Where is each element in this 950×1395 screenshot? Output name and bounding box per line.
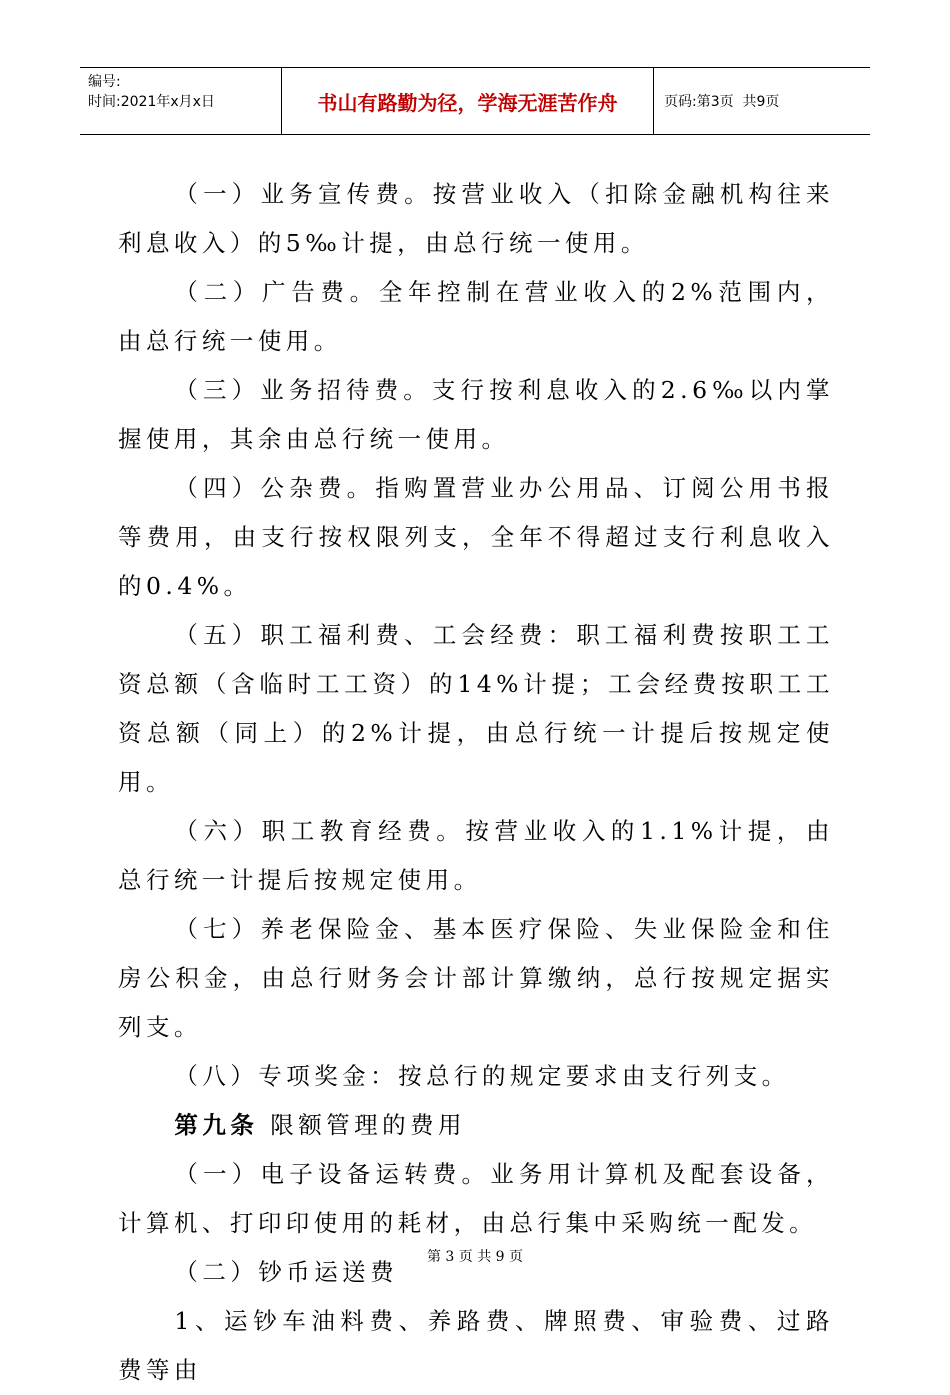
article-title: 限额管理的费用 — [258, 1111, 466, 1139]
paragraph-item-11: 1、运钞车油料费、养路费、牌照费、审验费、过路费等由 — [118, 1307, 834, 1384]
paragraph-item-7: （七）养老保险金、基本医疗保险、失业保险金和住房公积金，由总行财务会计部计算缴纳，总行按规定据实列支。 — [118, 915, 834, 1041]
paragraph-item-1: （一）业务宣传费。按营业收入（扣除金融机构往来利息收入）的5‰计提，由总行统一使用。 — [118, 180, 834, 257]
document-time-label: 时间:2021年x月x日 — [88, 94, 215, 110]
article-heading — [118, 1101, 834, 1150]
article-number: 第九条 — [174, 1111, 259, 1139]
page-footer: 第 3 页 共 9 页 — [426, 1249, 524, 1265]
document-number-label: 编号: — [88, 74, 121, 90]
paragraph-item-8: （八）专项奖金：按总行的规定要求由支行列支。 — [174, 1062, 790, 1090]
paragraph-item-2: （二）广告费。全年控制在营业收入的2%范围内，由总行统一使用。 — [118, 278, 834, 355]
paragraph-item-10: （二）钞币运送费 — [174, 1258, 399, 1286]
paragraph-item-3: （三）业务招待费。支行按利息收入的2.6‰以内掌握使用，其余由总行统一使用。 — [118, 376, 834, 453]
paragraph-item-9: （一）电子设备运转费。业务用计算机及配套设备，计算机、打印印使用的耗材，由总行集中采购统一配发。 — [118, 1160, 834, 1237]
paragraph-item-5: （五）职工福利费、工会经费：职工福利费按职工工资总额（含临时工工资）的14%计提；工会经费按职工工资总额（同上）的2%计提，由总行统一计提后按规定使用。 — [118, 621, 834, 796]
header-motto: 书山有路勤为径，学海无涯苦作舟 — [282, 68, 654, 134]
header-meta — [80, 68, 282, 134]
document-body — [118, 170, 834, 1395]
document-header — [80, 67, 870, 135]
paragraph-item-4: （四）公杂费。指购置营业办公用品、订阅公用书报等费用，由支行按权限列支，全年不得超过支行利息收入的0.4%。 — [118, 474, 834, 600]
header-page-code — [654, 68, 870, 134]
page-code-text: 页码:第3页 共9页 — [664, 94, 780, 110]
paragraph-item-6: （六）职工教育经费。按营业收入的1.1%计提，由总行统一计提后按规定使用。 — [118, 817, 834, 894]
